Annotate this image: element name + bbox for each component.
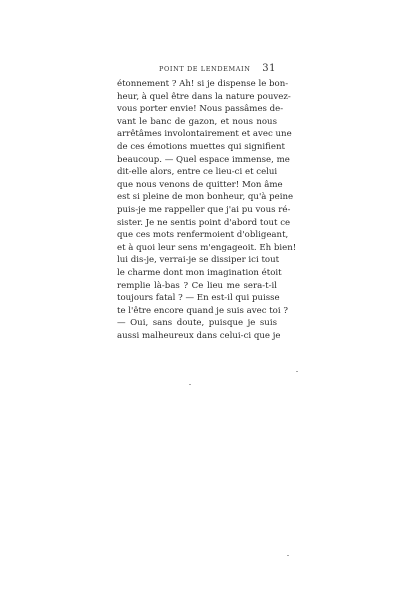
running-head (117, 64, 277, 76)
text-line: est si pleine de mon bonheur, qu'à peine (117, 192, 294, 203)
text-line: te l'être encore quand je suis avec toi ? (117, 305, 288, 316)
paper-speck (287, 555, 289, 556)
text-line: et à quoi leur sens m'engageoit. Eh bien! (117, 242, 297, 253)
text-line: — Oui, sans doute, puisque je suis (117, 318, 277, 329)
text-line: arrêtâmes involontairement et avec une (117, 129, 292, 140)
text-line: sister. Je ne sentis point d'abord tout ce (117, 217, 291, 228)
body-text (117, 78, 297, 342)
text-line: que ces mots renfermoient d'obligeant, (117, 230, 289, 241)
text-line: que nous venons de quitter! Mon âme (117, 179, 283, 190)
text-line: beaucoup. — Quel espace immense, me (117, 154, 290, 165)
text-line: étonnement ? Ah! si je dispense le bon- (117, 79, 289, 89)
page-number: 31 (262, 63, 276, 74)
text-line: lui dis-je, verrai-je se dissiper ici tout (117, 255, 280, 266)
text-line: vant le banc de gazon, et nous nous (117, 116, 277, 127)
text-line: remplie là-bas ? Ce lieu me sera-t-il (117, 280, 277, 291)
text-line: dit-elle alors, entre ce lieu-ci et celui (117, 167, 278, 178)
paper-speck (189, 384, 191, 385)
text-line: puis-je me rappeller que j'ai pu vous ré- (117, 204, 291, 215)
paper-speck (296, 371, 298, 372)
text-line: le charme dont mon imagination étoit (117, 267, 282, 278)
text-line: vous porter envie! Nous passâmes de- (117, 104, 284, 115)
running-title: POINT DE LENDEMAIN (159, 65, 251, 73)
text-line: aussi malheureux dans celui-ci que je (117, 330, 281, 341)
text-line: de ces émotions muettes qui signifient (117, 141, 285, 152)
text-line: toujours fatal ? — En est-il qui puisse (117, 293, 280, 304)
text-line: heur, à quel être dans la nature pouvez- (117, 91, 291, 102)
